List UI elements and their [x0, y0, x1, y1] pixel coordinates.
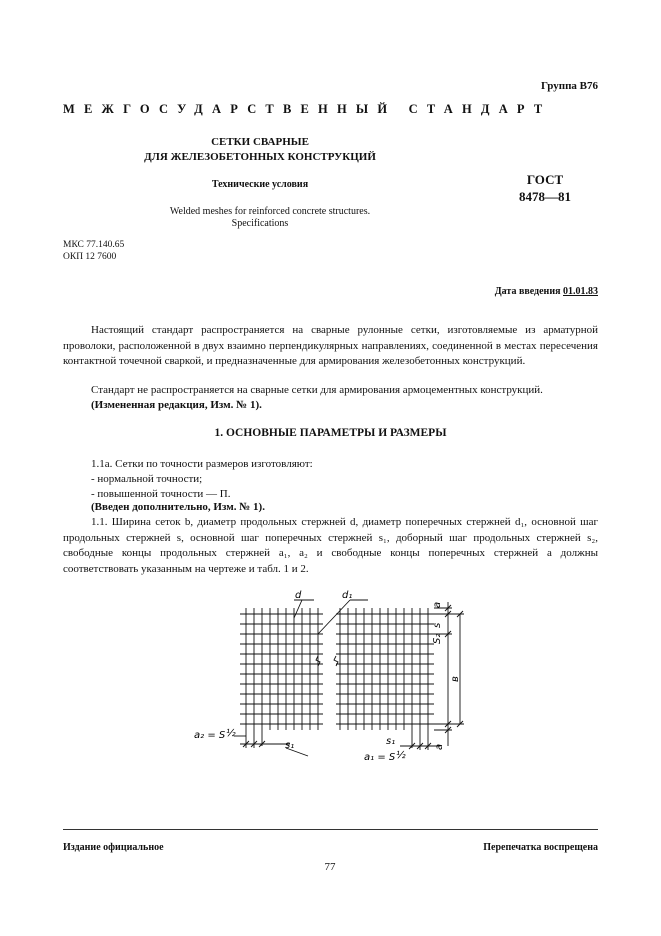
group-label: Группа В76 — [540, 80, 598, 92]
label-s2-right: S₂ — [432, 633, 443, 644]
mesh-drawing — [190, 588, 490, 770]
label-a2-fraction: ½ — [226, 728, 236, 739]
clause-1-1: 1.1. Ширина сеток b, диаметр продольных стержней d, диаметр поперечных стержней d₁, основной шаг продольных стержней s, основной шаг поперечных стержней s₁, доборный шаг продольных стержней s₂, свободные концы продольных стержней a₁, a₂ и свободные концы поперечных стержней a должны соответствовать указанным на чертеже и табл. 1 и 2. — [63, 516, 598, 575]
official-edition-note: Издание официальное — [63, 842, 164, 853]
list-item-normal-accuracy: - нормальной точности; — [91, 473, 203, 485]
label-s-right: s — [432, 622, 443, 628]
clause-1-1a: 1.1а. Сетки по точности размеров изготовляют: — [91, 458, 313, 470]
gost-number: 8478—81 — [519, 189, 571, 204]
reprint-prohibited-note: Перепечатка воспрещена — [483, 842, 598, 853]
amendment-note-1: (Измененная редакция, Изм. № 1). — [91, 399, 262, 411]
left-mesh-vertical-rods — [246, 608, 318, 730]
gost-label: ГОСТ — [526, 172, 564, 187]
left-mesh-horizontal-rods — [240, 614, 323, 724]
label-d1: d₁ — [342, 590, 353, 601]
english-title-line-2: Specifications — [231, 218, 289, 229]
okp-code: ОКП 12 7600 — [63, 252, 117, 262]
label-s1-bottom-right: s₁ — [386, 736, 396, 747]
bottom-left-dimension — [234, 730, 308, 756]
page-number: 77 — [324, 861, 336, 873]
right-mesh-vertical-rods — [340, 608, 428, 730]
label-b: в — [450, 676, 461, 682]
exclusion-paragraph: Стандарт не распространяется на сварные сетки для армирования армоцементных конструкций. — [91, 384, 543, 396]
effective-date-label: Дата введения — [494, 286, 563, 297]
section-heading: 1. ОСНОВНЫЕ ПАРАМЕТРЫ И РАЗМЕРЫ — [214, 427, 447, 439]
label-a-top: a — [432, 601, 443, 608]
leader-d — [294, 600, 302, 618]
label-a2: a₂ = S — [194, 730, 226, 741]
english-title-line-1: Welded meshes for reinforced concrete structures. — [169, 206, 371, 217]
effective-date — [495, 286, 598, 297]
mks-code: МКС 77.140.65 — [63, 240, 125, 250]
break-mark-right — [334, 656, 338, 666]
scope-paragraph: Настоящий стандарт распространяется на сварные рулонные сетки, изготовляемые из арматурной проволоки, расположенной в двух взаимно перпендикулярных направлениях, соединенной в местах пересечения контактной точечной сваркой, и предназначенные для армирования железобетонных конструкций. — [63, 324, 598, 367]
document-subtitle: Технические условия — [211, 179, 309, 190]
label-a1-fraction: ½ — [396, 750, 406, 761]
label-a-bottom: a — [434, 743, 445, 750]
label-s1-bottom-left: s₁ — [285, 740, 295, 751]
document-title-line-1: СЕТКИ СВАРНЫЕ — [211, 136, 309, 148]
leader-d1 — [318, 600, 350, 634]
document-title-line-2: ДЛЯ ЖЕЛЕЗОБЕТОННЫХ КОНСТРУКЦИЙ — [144, 151, 376, 163]
right-mesh-horizontal-rods — [336, 614, 434, 724]
interstate-standard-heading: МЕЖГОСУДАРСТВЕННЫЙ СТАНДАРТ — [63, 102, 552, 116]
effective-date-value: 01.01.83 — [563, 286, 598, 297]
footer-divider — [63, 829, 598, 830]
list-item-high-accuracy: - повышенной точности — П. — [91, 488, 231, 500]
amendment-note-2: (Введен дополнительно, Изм. № 1). — [91, 501, 265, 513]
label-d: d — [295, 590, 302, 601]
label-a1: a₁ = S — [364, 752, 396, 763]
